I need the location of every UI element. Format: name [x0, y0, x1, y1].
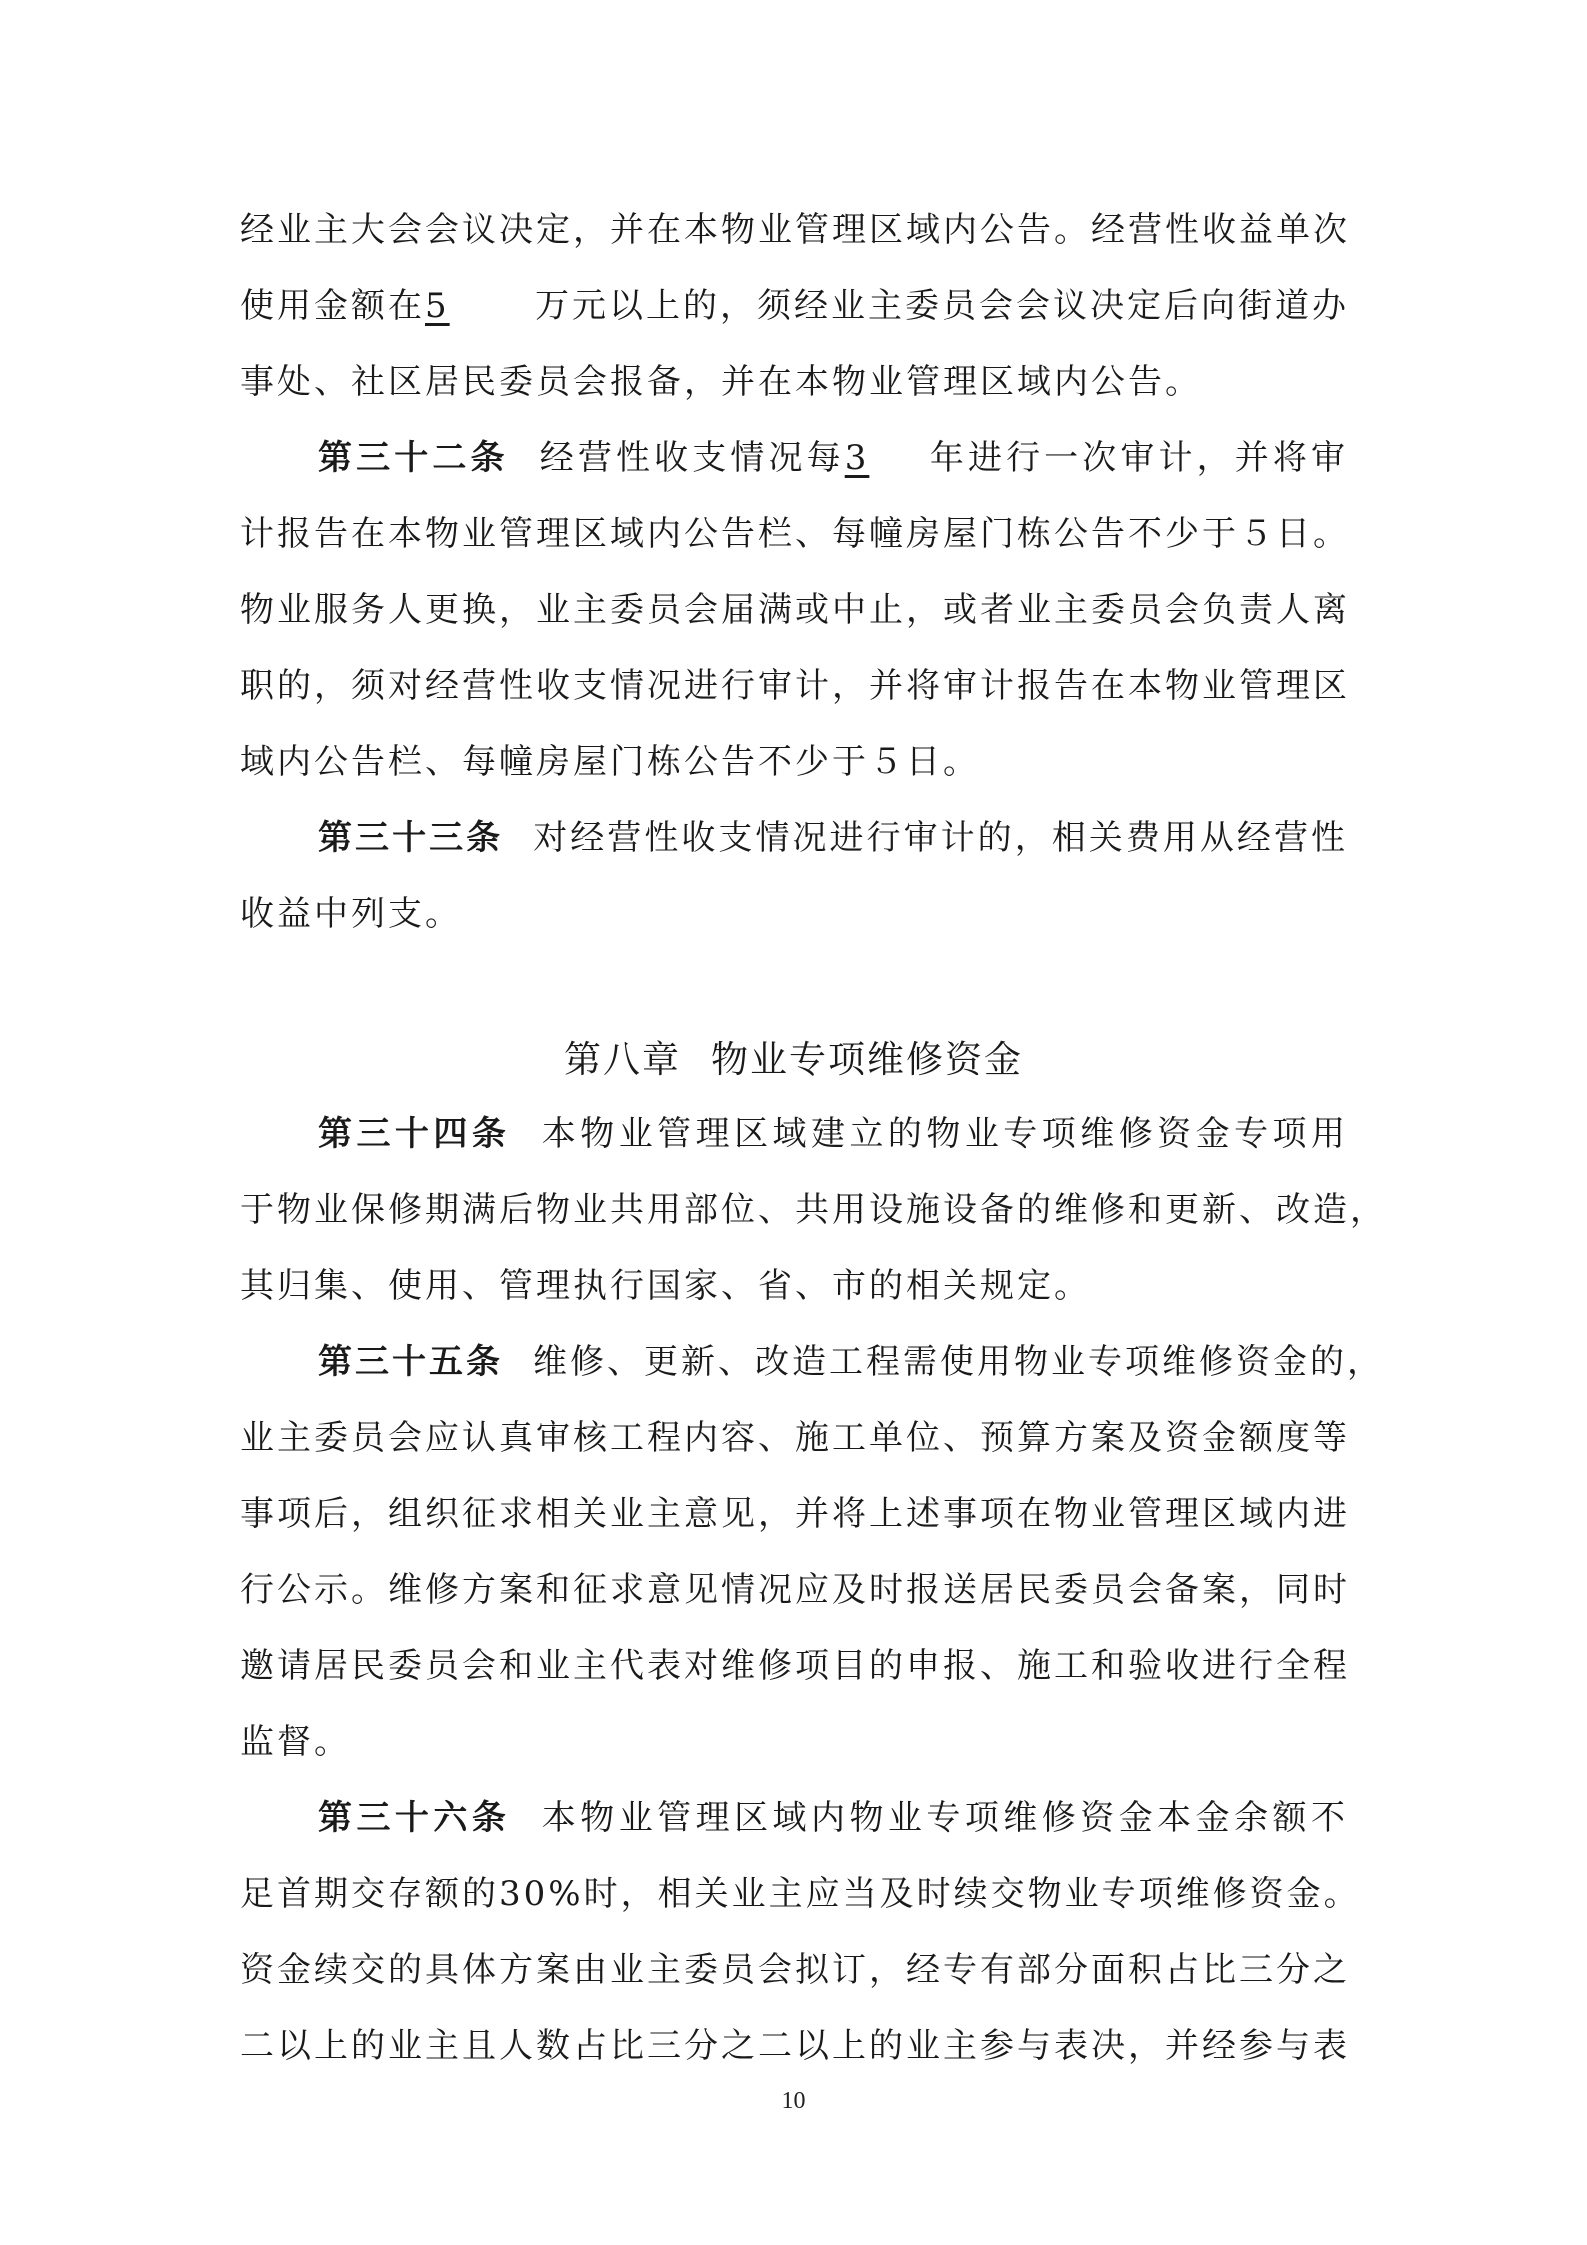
text-run: 经营性收支情况每 — [538, 438, 845, 478]
article-35-first-line — [318, 1326, 1384, 1398]
paragraph-line: 物业服务人更换，业主委员会届满或中止，或者业主委员会负责人离 — [240, 590, 1350, 630]
paragraph-line: 事处、社区居民委员会报备，并在本物业管理区域内公告。 — [240, 362, 1202, 402]
fill-blank-years: 3 — [844, 438, 870, 478]
paragraph-line: 行公示。维修方案和征求意见情况应及时报送居民委员会备案，同时 — [240, 1570, 1350, 1610]
text-run: 本物业管理区域建立的物业专项维修资金专项用 — [540, 1114, 1349, 1154]
article-36-first-line — [318, 1782, 1348, 1854]
paragraph-line: 邀请居民委员会和业主代表对维修项目的申报、施工和验收进行全程 — [240, 1646, 1350, 1686]
article-34-first-line — [318, 1098, 1348, 1170]
paragraph-line — [240, 270, 1348, 342]
text-run: 维修、更新、改造工程需使用物业专项维修资金的， — [533, 1342, 1384, 1382]
paragraph-line: 业主委员会应认真审核工程内容、施工单位、预算方案及资金额度等 — [240, 1418, 1350, 1458]
paragraph-line: 收益中列支。 — [240, 894, 462, 934]
article-label: 第三十三条 — [318, 818, 504, 858]
fill-blank-amount: 5 — [425, 286, 450, 326]
chapter-number: 第八章 — [564, 1038, 681, 1081]
chapter-title: 物业专项维修资金 — [711, 1038, 1023, 1081]
article-32-first-line — [318, 422, 1348, 494]
text-run: 万元以上的，须经业主委员会会议决定后向街道办 — [535, 286, 1349, 326]
paragraph-line: 域内公告栏、每幢房屋门栋公告不少于５日。 — [240, 742, 980, 782]
paragraph-line: 事项后，组织征求相关业主意见，并将上述事项在物业管理区域内进 — [240, 1494, 1350, 1534]
article-label: 第三十五条 — [318, 1342, 503, 1382]
paragraph-line: 资金续交的具体方案由业主委员会拟订，经专有部分面积占比三分之 — [240, 1950, 1350, 1990]
paragraph-line: 职的，须对经营性收支情况进行审计，并将审计报告在本物业管理区 — [240, 666, 1350, 706]
article-label: 第三十四条 — [318, 1114, 511, 1154]
article-label: 第三十二条 — [318, 438, 509, 478]
text-run: 使用金额在 — [240, 286, 425, 326]
page-number: 10 — [781, 2088, 806, 2114]
article-label: 第三十六条 — [318, 1798, 511, 1838]
chapter-heading — [0, 1030, 1587, 1090]
article-33-first-line — [318, 802, 1348, 874]
text-run: 对经营性收支情况进行审计的，相关费用从经营性 — [533, 818, 1349, 858]
paragraph-line: 于物业保修期满后物业共用部位、共用设施设备的维修和更新、改造， — [240, 1190, 1387, 1230]
paragraph-line: 监督。 — [240, 1722, 351, 1762]
text-run: 年进行一次审计，并将审 — [928, 438, 1349, 478]
paragraph-line: 其归集、使用、管理执行国家、省、市的相关规定。 — [240, 1266, 1091, 1306]
paragraph-line: 经业主大会会议决定，并在本物业管理区域内公告。经营性收益单次 — [240, 210, 1350, 250]
paragraph-line: 计报告在本物业管理区域内公告栏、每幢房屋门栋公告不少于５日。 — [240, 514, 1350, 554]
paragraph-line: 二以上的业主且人数占比三分之二以上的业主参与表决，并经参与表 — [240, 2026, 1350, 2066]
paragraph-line: 足首期交存额的30%时，相关业主应当及时续交物业专项维修资金。 — [240, 1874, 1361, 1914]
text-run: 本物业管理区域内物业专项维修资金本金余额不 — [540, 1798, 1349, 1838]
